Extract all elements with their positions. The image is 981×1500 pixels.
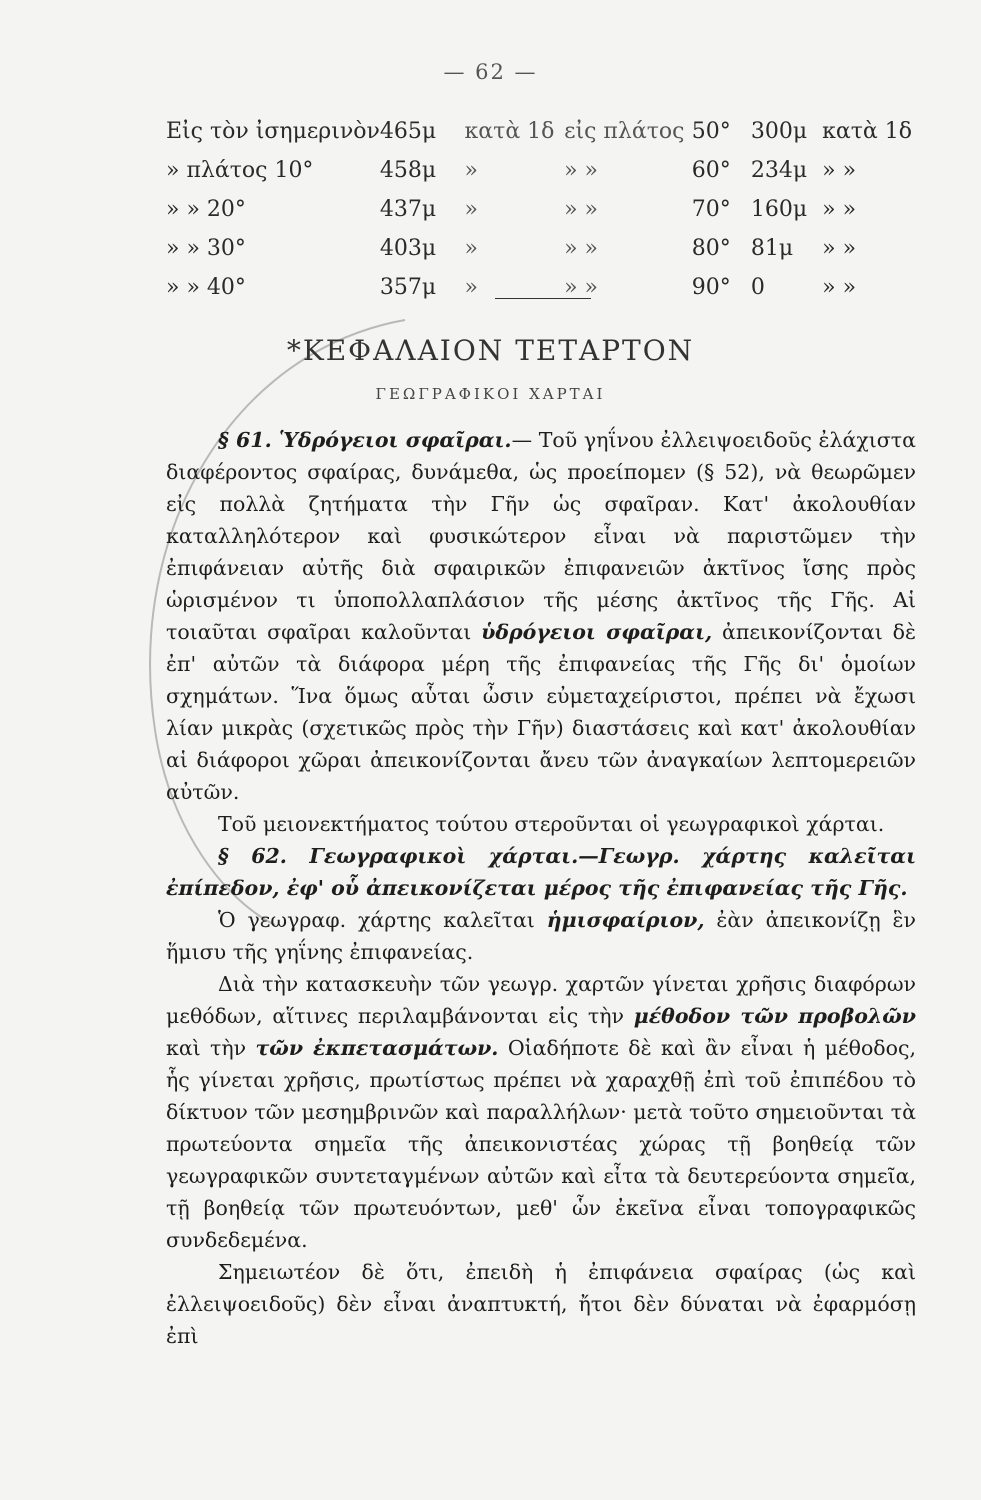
table-cell: 437μ [379,197,437,222]
section-divider [495,298,591,299]
table-cell: 357μ [379,275,437,300]
section-61-term: ὑδρόγειοι σφαῖραι, [481,620,713,644]
table-cell: » » [564,275,599,300]
table-cell: 403μ [379,236,437,261]
table-cell: » » 20° [166,197,246,222]
table-cell: Εἰς τὸν ἰσημερινὸν [166,119,380,144]
table-cell: » » [564,158,599,183]
table-cell: εἰς πλάτος [564,119,685,144]
table-row [166,190,916,229]
section-61-heading: § 61. Ὑδρόγειοι σφαῖραι. [218,428,512,452]
paragraph-62 [166,840,916,904]
paragraph-61 [166,424,916,808]
paragraph-methods [166,968,916,1256]
table-cell: 70° [691,197,731,222]
measurement-table [166,112,916,307]
table-cell: » » 30° [166,236,246,261]
paragraph-61-end: Τοῦ μειονεκτήματος τούτου στεροῦνται οἱ γεωγραφικοὶ χάρται. [218,812,885,836]
table-cell: » » [564,236,599,261]
table-row [166,229,916,268]
hemisphere-term: ἡμισφαίριον, [546,908,705,932]
section-62-heading: § 62. Γεωγραφικοὶ χάρται. [218,844,579,868]
table-cell: 0 [750,275,765,300]
methods-text-b: καὶ τὴν [166,1036,247,1060]
chapter-subtitle: ΓΕΩΓΡΑΦΙΚΟΙ ΧΑΡΤΑΙ [375,385,606,403]
paragraph-last: Σημειωτέον δὲ ὅτι, ἐπειδὴ ἡ ἐπιφάνεια σφαίρας (ὡς καὶ ἐλλειψοειδοῦς) δὲν εἶναι ἀναπτυκτή, ἤτοι δὲν δύναται νὰ ἐφαρμόσῃ ἐπὶ [166,1260,916,1348]
table-cell: » » [822,275,857,300]
methods-text-a: Διὰ τὴν κατασκευὴν τῶν γεωγρ. χαρτῶν γίνεται χρῆσις διαφόρων μεθόδων, αἵτινες περιλαμβάνονται εἰς τὴν [166,972,916,1028]
table-cell: » πλάτος 10° [166,158,314,183]
methods-term-projections: μέθοδον τῶν προβολῶν [633,1004,916,1028]
methods-text-c: Οἱαδήποτε δὲ καὶ ἂν εἶναι ἡ μέθοδος, ἧς γίνεται χρῆσις, πρωτίστως πρέπει νὰ χαραχθῇ ἐπὶ τοῦ ἐπιπέδου τὸ δίκτυον τῶν μεσημβρινῶν καὶ παραλλήλων· μετὰ τοῦτο σημειοῦνται τὰ πρωτεύοντα σημεῖα τῆς ἀπεικονιστέας χώρας τῇ βοηθείᾳ τῶν γεωγραφικῶν συντεταγμένων αὐτῶν καὶ εἶτα τὰ δευτερεύοντα σημεῖα, τῇ βοηθείᾳ τῶν πρωτευόντων, μεθ' ὧν ἐκεῖνα εἶναι τοπογραφικῶς συνδεδεμένα. [166,1036,916,1252]
paragraph-hemisphere [166,904,916,968]
table-cell: 80° [691,236,731,261]
table-cell: 81μ [750,236,794,261]
table-cell: » » [564,197,599,222]
table-cell: κατὰ 1δ [822,119,913,144]
body-text [166,424,916,1352]
table-cell: 90° [691,275,731,300]
table-cell: » [464,197,479,222]
table-cell: » » [822,236,857,261]
chapter-title: *ΚΕΦΑΛΑΙΟΝ ΤΕΤΑΡΤΟΝ [286,334,695,367]
table-cell: κατὰ 1δ [464,119,555,144]
table-cell: 50° [691,119,731,144]
table-cell: 234μ [750,158,808,183]
table-cell: » » [822,158,857,183]
table-cell: » » 40° [166,275,246,300]
table-cell: 60° [691,158,731,183]
section-61-text-a: — Τοῦ γηΐνου ἐλλειψοειδοῦς ἐλάχιστα διαφέροντος σφαίρας, δυνάμεθα, ὡς προείπομεν (§ 52), νὰ θεωρῶμεν εἰς πολλὰ ζητήματα τὴν Γῆν ὡς σφαῖραν. Κατ' ἀκολουθίαν καταλληλότερον καὶ φυσικώτερον εἶναι νὰ παριστῶμεν τὴν ἐπιφάνειαν αὐτῆς διὰ σφαιρικῶν ἐπιφανειῶν ἀκτῖνος ἴσης πρὸς ὡρισμένον τι ὑποπολλαπλάσιον τῆς μέσης ἀκτῖνος τῆς Γῆς. Αἱ τοιαῦται σφαῖραι καλοῦνται [166,428,916,644]
table-cell: » » [822,197,857,222]
table-cell: » [464,275,479,300]
table-row [166,112,916,151]
table-cell: 300μ [750,119,808,144]
table-cell: 465μ [379,119,437,144]
hemisphere-text-b: ἐὰν ἀπεικονίζῃ ἓν ἥμισυ τῆς γηΐνης ἐπιφανείας. [166,908,916,964]
table-cell: » [464,158,479,183]
table-row [166,268,916,307]
section-62-definition: —Γεωγρ. χάρτης καλεῖται ἐπίπεδον, ἐφ' οὗ ἀπεικονίζεται μέρος τῆς ἐπιφανείας τῆς Γῆς. [166,844,917,900]
methods-term-developments: τῶν ἐκπετασμάτων. [255,1036,499,1060]
section-61-text-b: ἀπεικονίζονται δὲ ἐπ' αὐτῶν τὰ διάφορα μέρη τῆς ἐπιφανείας τῆς Γῆς δι' ὁμοίων σχημάτων. Ἵνα ὅμως αὗται ὦσιν εὐμεταχείριστοι, πρέπει νὰ ἔχωσι λίαν μικρὰς (σχετικῶς πρὸς τὴν Γῆν) διαστάσεις καὶ κατ' ἀκολουθίαν αἱ διάφοροι χῶραι ἀπεικονίζονται ἄνευ τῶν ἀναγκαίων λεπτομερειῶν αὐτῶν. [166,620,916,804]
hemisphere-text-a: Ὁ γεωγραφ. χάρτης καλεῖται [218,908,535,932]
table-cell: 458μ [379,158,437,183]
table-cell: » [464,236,479,261]
table-row [166,151,916,190]
table-cell: 160μ [750,197,808,222]
page-number: — 62 — [443,60,538,84]
